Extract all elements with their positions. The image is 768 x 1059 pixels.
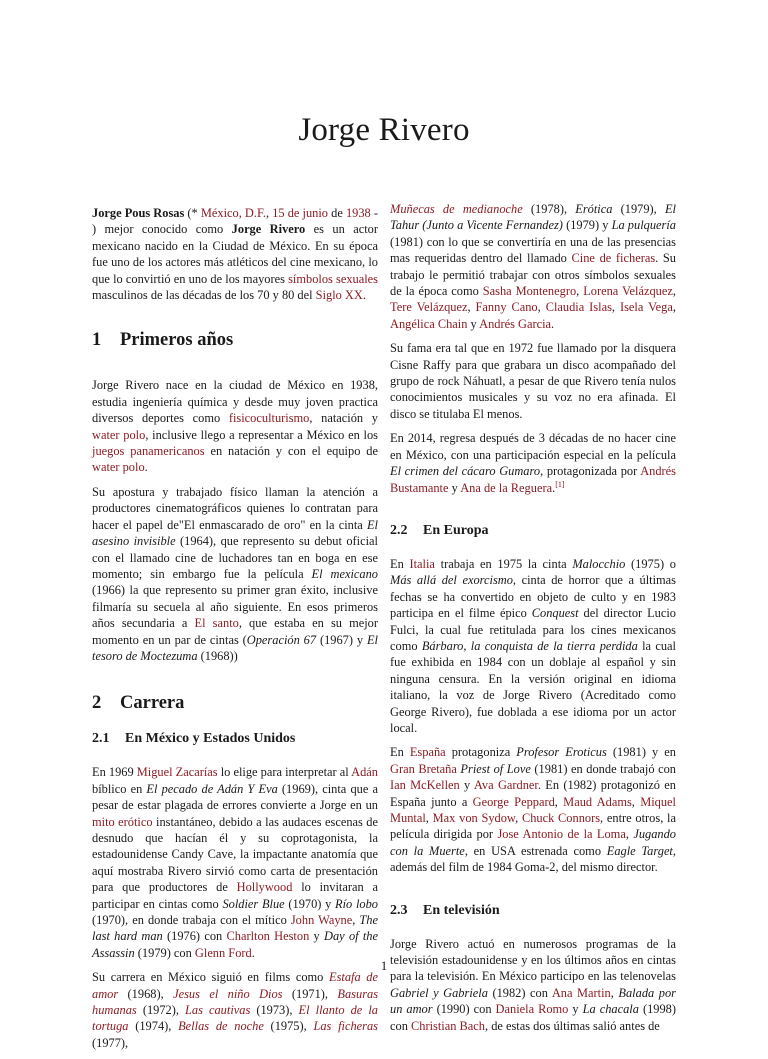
section-number: 2.3 xyxy=(390,902,408,918)
link-bellas-de-noche[interactable] xyxy=(178,1019,264,1033)
text: (1967) y xyxy=(316,632,367,647)
text: , de estas dos últimas salió antes de xyxy=(485,1018,660,1033)
text: , xyxy=(537,300,546,315)
text: . xyxy=(552,480,556,495)
link-hollywood[interactable]: Hollywood xyxy=(236,880,293,895)
text: . Su trabajo le permitió trabajar con otros símbolos sexuales de la época como xyxy=(390,251,676,299)
text: (1964), que represento su debut oficial con el llamado cine de luchadores tan en boga en ese momento; sin embargo fue la película xyxy=(92,534,378,581)
link-water-polo[interactable]: water polo xyxy=(92,427,146,442)
film-title: Estafa de amor xyxy=(92,970,378,1001)
text: , xyxy=(672,284,676,299)
text: , en USA estrenada como xyxy=(464,843,607,858)
text: (1968)) xyxy=(197,648,238,663)
text: (1978), xyxy=(522,202,576,216)
film-title: La chacala xyxy=(582,1002,639,1017)
text: y xyxy=(459,778,474,793)
film-title: Bárbaro, la conquista de la tierra perdida xyxy=(421,638,638,653)
link-ana-martin[interactable]: Ana Martin xyxy=(551,985,611,1000)
link-john-wayne[interactable]: John Wayne xyxy=(290,913,353,927)
text: En xyxy=(390,745,410,760)
text: , xyxy=(425,811,433,825)
text: Su carrera en México siguió en films como xyxy=(92,970,329,985)
text: En xyxy=(390,556,410,571)
link-ian-mckellen[interactable]: Ian McKellen xyxy=(390,778,460,793)
paragraph xyxy=(390,744,676,875)
text: , xyxy=(625,827,634,842)
paragraph-continued xyxy=(390,201,676,332)
link-glenn-ford[interactable]: Glenn Ford xyxy=(194,945,252,960)
text: (1981) con lo que se convertiría en una de las presencias mas requeridas dentro del llamado xyxy=(390,234,676,266)
text: Su apostura y trabajado físico llaman la atención a productores cinematográficos quienes lo contratan para hacer el papel de"El enmascarado de oro" en la cinta xyxy=(92,484,378,532)
film-title: Jugando con la Muerte xyxy=(390,827,676,858)
text: masculinos de las décadas de los 70 y 80 del xyxy=(92,288,316,303)
text: (1975) o xyxy=(625,556,676,571)
link-george-peppard[interactable]: George Peppard xyxy=(472,794,555,809)
text: la cual fue exhibida en 1984 con un doblaje al español y sin ninguna censura. En la versión original en idioma italiano, la voz de Jorge Rivero (Acreditado como George Rivero), fue doblada a ese idioma por un actor local. xyxy=(390,638,676,735)
text: , entre otros, la película dirigida por xyxy=(390,811,676,842)
text: (1981) en donde trabajó con xyxy=(530,761,676,776)
text: , además del film de 1984 Goma-2, del mismo director. xyxy=(390,843,676,875)
text: En 1969 xyxy=(92,765,137,780)
text: . xyxy=(251,945,255,960)
film-title: Priest of Love xyxy=(460,761,531,776)
text: bíblico en xyxy=(92,781,147,796)
link-fanny-cano[interactable]: Fanny Cano xyxy=(475,300,538,315)
text: , xyxy=(611,300,620,315)
paragraph xyxy=(390,936,676,1034)
link-maud-adams[interactable]: Maud Adams xyxy=(563,794,632,809)
film-title: Muñecas de medianoche xyxy=(390,202,523,216)
paragraph xyxy=(92,764,378,961)
film-title: Day of the Assassin xyxy=(92,929,379,960)
film-title: Jesus el niño Dios xyxy=(173,986,283,1001)
text: lo elige para interpretar al xyxy=(217,765,352,780)
text: (1979), xyxy=(612,202,665,216)
text: En 2014, regresa después de 3 décadas de no hacer cine en México, con una participación especial en la película xyxy=(390,431,676,462)
section-number: 2.2 xyxy=(390,522,408,538)
film-title: El tesoro de Moctezuma xyxy=(92,632,378,663)
text: (* xyxy=(184,206,201,220)
text: , xyxy=(554,794,564,809)
intro-paragraph xyxy=(92,205,378,303)
text: (1969), cinta que a pesar de estar plagada de errores convierte a Jorge en un xyxy=(92,781,378,813)
text: es un actor mexicano nacido en la Ciudad de México. En su época fue uno de los actores más atléticos del cine mexicano, lo que lo convirtió en uno de los mayores xyxy=(92,222,378,286)
film-title: Gabriel y Gabriela xyxy=(390,985,488,1000)
text: y xyxy=(448,480,461,495)
film-title: Conquest xyxy=(531,606,579,621)
film-title: Profesor Eroticus xyxy=(516,745,607,760)
text: . xyxy=(551,316,555,331)
subsection-heading-mexico-eeuu xyxy=(92,730,378,748)
link-fisicoculturismo[interactable]: fisicoculturismo xyxy=(228,411,310,426)
section-title: Primeros años xyxy=(120,330,234,351)
text: (1968), xyxy=(118,986,174,1001)
link-mito-erotico[interactable]: mito erótico xyxy=(92,814,153,829)
text: protagoniza xyxy=(445,745,517,760)
film-title: Balada por un amor xyxy=(390,985,676,1017)
text: , cinta de horror que a últimas fechas se ha convertido en objeto de culto y en 1983 participa en el filme épico xyxy=(390,573,676,621)
link-ana-de-la-reguera[interactable]: Ana de la Reguera xyxy=(460,480,553,495)
text: (1979) con xyxy=(134,945,195,960)
paragraph: Su fama era tal que en 1972 fue llamado por la disquera Cisne Raffy para que grabara un disco acompañado del grupo de rock Náhuatl, a pesar de que Rivero tenía nulos conocimientos musicales y su voz no era afinada. El disco se titulaba El menos. xyxy=(390,341,676,421)
text: (1976) con xyxy=(162,929,227,944)
film-title: El mexicano xyxy=(311,566,378,581)
page-title: Jorge Rivero xyxy=(298,112,470,148)
section-number: 2 xyxy=(92,693,102,714)
text: (1971), xyxy=(282,986,338,1001)
link-siglo-xx[interactable]: Siglo XX xyxy=(315,288,363,303)
film-title: El llanto de la tortuga xyxy=(92,1003,378,1034)
link-ava-gardner[interactable]: Ava Gardner xyxy=(473,778,538,793)
text: , protagonizada por xyxy=(540,464,641,479)
text: (1966) la que represento su primer gran éxito, inclusive filmaría su secuela al año siguiente. En esos primeros años secundaria a xyxy=(92,583,378,631)
link-munecas-de-medianoche[interactable] xyxy=(390,202,523,216)
paragraph xyxy=(92,969,378,1051)
link-miguel-zacarias[interactable]: Miguel Zacarías xyxy=(136,765,218,780)
text: , xyxy=(631,794,641,809)
link-espana[interactable]: España xyxy=(409,745,446,760)
text: , xyxy=(352,913,360,927)
link-andres-bustamante[interactable]: Andrés Bustamante xyxy=(390,464,676,495)
text: (1970), en donde trabaja con el mítico xyxy=(92,913,291,927)
full-name: Jorge Pous Rosas xyxy=(92,206,185,220)
link-water-polo-2[interactable]: water polo xyxy=(92,460,145,475)
text: , xyxy=(610,985,619,1000)
paragraph xyxy=(92,377,378,475)
text: , inclusive llego a representar a México en los xyxy=(145,427,378,442)
link-lorena-velazquez[interactable]: Lorena Velázquez xyxy=(583,284,673,299)
link-las-ficheras[interactable] xyxy=(313,1019,378,1033)
film-title: Malocchio xyxy=(572,556,626,571)
text: (1974), xyxy=(128,1019,179,1034)
text: Jorge Rivero nace en la ciudad de México en 1938, estudia ingeniería química y desde muy joven practica diversos deportes como xyxy=(92,378,378,426)
text: , xyxy=(672,300,676,315)
text: del director Lucio Fulci, la cual fue retitulada para los cines mexicanos como xyxy=(390,606,676,653)
link-jesus-el-nino-dios[interactable] xyxy=(173,987,282,1001)
section-title: En televisión xyxy=(423,902,500,918)
text: , xyxy=(515,811,522,825)
right-column xyxy=(390,201,676,1042)
text: . En (1982) protagonizó en España junto a xyxy=(390,778,676,809)
link-charlton-heston[interactable]: Charlton Heston xyxy=(226,929,310,944)
stage-name: Jorge Rivero xyxy=(231,222,306,237)
film-title: Eagle Target xyxy=(606,843,673,858)
link-adan[interactable]: Adán xyxy=(351,765,378,780)
paragraph xyxy=(390,430,676,496)
text: , natación y xyxy=(309,411,378,426)
text: (1973), xyxy=(250,1003,299,1018)
text: , xyxy=(467,300,476,315)
link-andres-garcia[interactable]: Andrés Garcia xyxy=(479,316,552,331)
text: y xyxy=(568,1002,583,1017)
subsection-heading-europa xyxy=(390,522,676,540)
text: . xyxy=(144,460,148,475)
film-title: El crimen del cácaro Gumaro xyxy=(390,464,541,479)
link-max-von-sydow[interactable]: Max von Sydow xyxy=(432,811,516,825)
text: - ) mejor conocido como xyxy=(92,206,378,237)
text: (1970) y xyxy=(284,896,336,911)
subsection-heading-television xyxy=(390,902,676,920)
text: (1981) y en xyxy=(606,745,676,760)
section-number: 2.1 xyxy=(92,731,110,747)
text: . xyxy=(362,288,366,303)
footnote-ref-1[interactable]: [1] xyxy=(555,479,565,489)
film-title: Bellas de noche xyxy=(178,1019,264,1034)
film-title: Operación 67 xyxy=(246,632,317,647)
text: Jorge Rivero actuó en numerosos programas de la televisión estadounidense y en los últimos años en cintas para la televisión. En México participo en las telenovelas xyxy=(390,936,676,984)
film-title: The last hard man xyxy=(92,913,378,944)
link-el-santo[interactable]: El santo xyxy=(194,616,239,631)
film-title: Erótica xyxy=(575,202,613,216)
link-gran-bretana[interactable]: Gran Bretaña xyxy=(390,761,457,776)
text: (1982) con xyxy=(487,985,552,1000)
section-title: Carrera xyxy=(120,693,185,714)
link-cine-de-ficheras[interactable]: Cine de ficheras xyxy=(571,251,656,266)
film-title: El pecado de Adán Y Eva xyxy=(146,781,278,796)
text: , xyxy=(576,284,584,299)
link-tere-velazquez[interactable]: Tere Velázquez xyxy=(390,300,468,315)
link-las-cautivas[interactable] xyxy=(185,1003,250,1017)
text: (1998) con xyxy=(390,1002,677,1033)
link-italia[interactable]: Italia xyxy=(409,556,435,571)
text: en natación y con el equipo de xyxy=(204,444,378,459)
link-christian-bach[interactable]: Christian Bach xyxy=(411,1018,485,1033)
section-heading-carrera xyxy=(92,692,378,714)
text: (1975), xyxy=(263,1019,314,1034)
text: (1972), xyxy=(136,1003,186,1018)
link-chuck-connors[interactable]: Chuck Connors xyxy=(521,811,601,825)
page-number: 1 xyxy=(380,958,388,973)
section-title: En México y Estados Unidos xyxy=(125,731,296,747)
link-1938[interactable]: 1938 xyxy=(345,206,371,220)
link-miquel-muntal[interactable]: Miquel Muntal xyxy=(390,794,676,825)
film-title: Basuras humanas xyxy=(92,986,379,1018)
text: , xyxy=(265,206,273,220)
text: y xyxy=(467,316,480,331)
link-sasha-montenegro[interactable]: Sasha Montenegro xyxy=(482,284,577,299)
text: (1990) con xyxy=(432,1002,496,1017)
paragraph xyxy=(92,484,378,664)
film-title: Más allá del exorcismo xyxy=(390,573,513,588)
film-title: Las ficheras xyxy=(313,1019,378,1034)
link-isela-vega[interactable]: Isela Vega xyxy=(619,300,673,315)
link-daniela-romo[interactable]: Daniela Romo xyxy=(495,1002,569,1017)
paragraph xyxy=(390,556,676,736)
text: instantáneo, debido a las audaces escenas de desnudo que hacían él y su coprotagonista, la estadounidense Candy Cave, la impactante anatomía que aquí mostraba Rivero sirvió como carta de presentación para que productores de xyxy=(92,814,378,895)
film-title: La pulquería xyxy=(611,218,676,233)
text: , que estaba en su mejor momento en un par de cintas ( xyxy=(92,616,378,647)
link-mexico-df[interactable]: México, D.F. xyxy=(200,206,266,220)
film-title: El asesino invisible xyxy=(92,517,378,549)
text: de xyxy=(328,206,346,220)
film-title: El Tahur (Junto a Vicente Fernandez) xyxy=(390,202,676,233)
link-claudia-islas[interactable]: Claudia Islas xyxy=(545,300,612,315)
left-column xyxy=(92,205,378,1059)
section-number: 1 xyxy=(92,330,102,351)
film-title: Las cautivas xyxy=(185,1003,251,1018)
link-angelica-chain[interactable]: Angélica Chain xyxy=(390,316,468,331)
link-simbolos-sexuales[interactable]: símbolos sexuales xyxy=(288,271,378,286)
film-title: Soldier Blue xyxy=(222,896,285,911)
text: lo invitaran a participar en cintas como xyxy=(92,880,378,911)
link-jose-antonio-de-la-loma[interactable]: Jose Antonio de la Loma xyxy=(497,827,626,842)
text: (1977), xyxy=(92,1035,129,1050)
text: trabaja en 1975 la cinta xyxy=(434,556,573,571)
text: (1979) y xyxy=(562,218,612,233)
film-title: Río lobo xyxy=(335,896,378,911)
link-15-de-junio[interactable]: 15 de junio xyxy=(272,206,328,220)
text: y xyxy=(309,929,325,944)
link-juegos-panamericanos[interactable]: juegos panamericanos xyxy=(92,444,205,459)
section-title: En Europa xyxy=(423,522,489,538)
section-heading-primeros-anos xyxy=(92,329,378,351)
